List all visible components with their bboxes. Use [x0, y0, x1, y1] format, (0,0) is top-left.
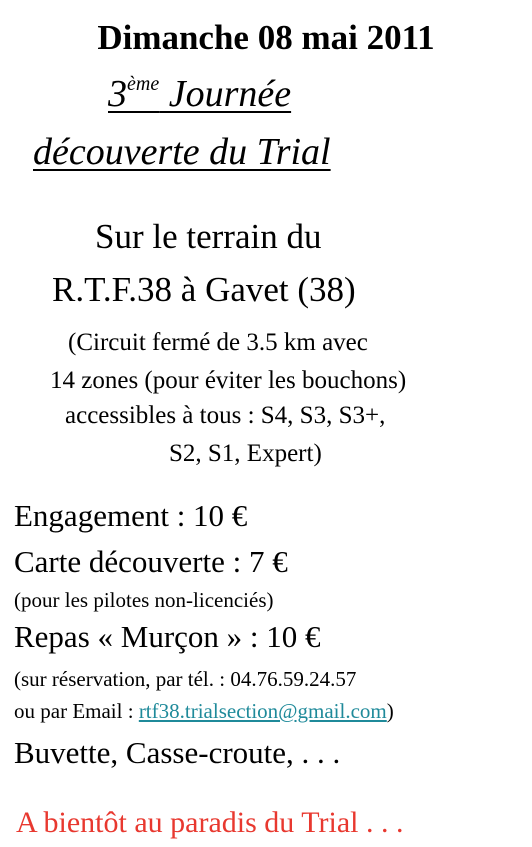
buvette-line: Buvette, Casse-croute, . . .	[14, 735, 341, 770]
location-line-1: Sur le terrain du	[95, 217, 322, 256]
email-prefix: ou par Email :	[14, 699, 139, 723]
event-date: Dimanche 08 mai 2011	[97, 18, 435, 57]
reservation-note: (sur réservation, par tél. : 04.76.59.24.57	[14, 667, 357, 691]
email-line	[14, 701, 394, 722]
circuit-line-4: S2, S1, Expert)	[169, 440, 322, 467]
price-repas: Repas « Murçon » : 10 €	[14, 619, 321, 654]
location-line-2: R.T.F.38 à Gavet (38)	[52, 270, 356, 309]
circuit-line-3: accessibles à tous : S4, S3, S3+,	[65, 402, 386, 429]
price-engagement: Engagement : 10 €	[14, 498, 248, 533]
closing-message: A bientôt au paradis du Trial . . .	[16, 806, 404, 839]
email-link[interactable]: rtf38.trialsection@gmail.com	[138, 699, 387, 723]
carte-note: (pour les pilotes non-licenciés)	[14, 588, 274, 612]
price-carte-decouverte: Carte découverte : 7 €	[14, 544, 288, 579]
email-suffix: )	[386, 699, 394, 723]
title-line-1	[108, 75, 291, 113]
title-number: 3	[108, 73, 127, 115]
title-word-journee: Journée	[159, 73, 292, 115]
title-line-2: découverte du Trial	[33, 131, 331, 173]
circuit-line-2: 14 zones (pour éviter les bouchons)	[50, 367, 407, 394]
circuit-line-1: (Circuit fermé de 3.5 km avec	[68, 329, 368, 356]
title-ordinal-suffix: ème	[127, 73, 160, 95]
